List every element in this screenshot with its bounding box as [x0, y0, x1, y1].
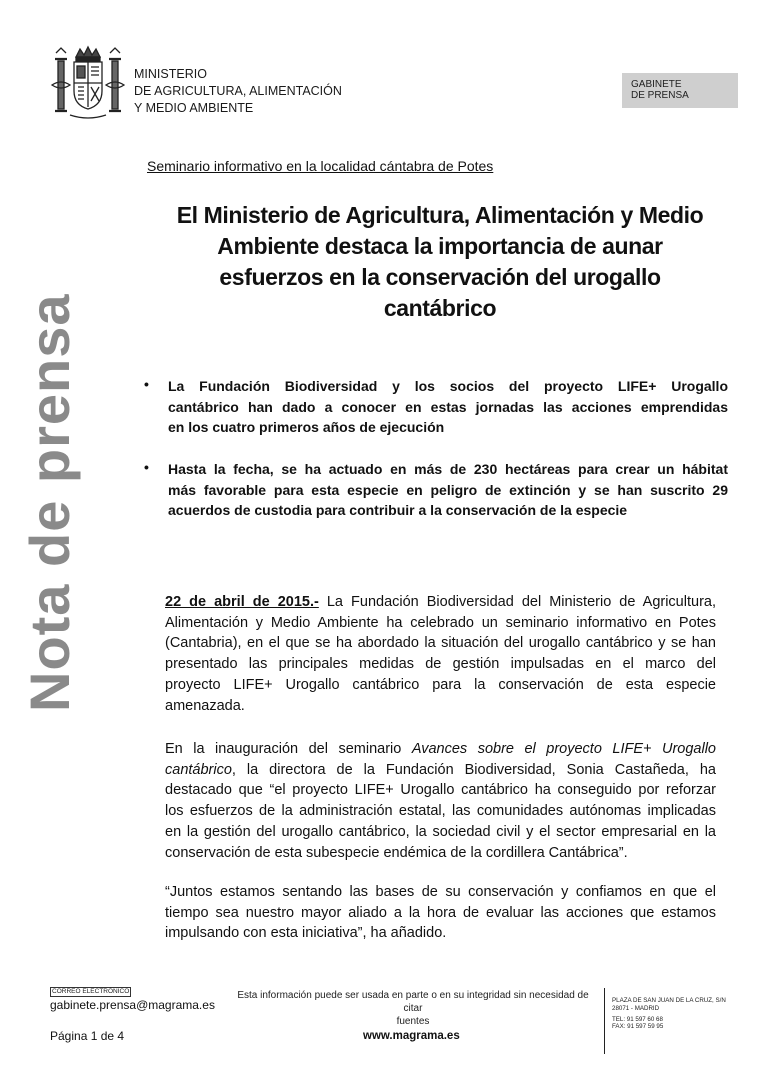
press-office-line-1: GABINETE — [631, 79, 682, 90]
paragraph-line: “Juntos estamos sentando las bases de su conservación y confiamos en que el — [165, 884, 716, 900]
bullet-dot-icon: • — [144, 376, 149, 392]
bullet-line: cantábrico han dado a conocer en estas jornadas las acciones emprendidas — [168, 398, 728, 415]
paragraph-line: en la gestión del urogallo cantábrico, la sociedad civil y el sector empresarial en la — [165, 823, 716, 840]
paragraph-text: , la directora de la Fundación Biodiversidad, Sonia Castañeda, ha — [231, 761, 716, 778]
ministry-name — [134, 66, 342, 117]
paragraph-line — [165, 760, 716, 781]
paragraph-text: La Fundación Biodiversidad del Ministerio de Agricultura, — [318, 594, 716, 610]
ministry-line-1: MINISTERIO — [134, 67, 207, 81]
bullet-line: Hasta la fecha, se ha actuado en más de 230 hectáreas para crear un hábitat — [168, 461, 728, 477]
fax-line: FAX: 91 597 59 95 — [612, 1023, 664, 1031]
page-number: Página 1 de 4 — [50, 1029, 125, 1043]
bullet-text — [168, 376, 728, 438]
paragraph-line: Alimentación y Medio Ambiente ha celebrado un seminario informativo en Potes — [165, 614, 716, 631]
press-office-line-2: DE PRENSA — [631, 90, 689, 101]
paragraph-line: presentado las principales medidas de gestión impulsadas en el marco del — [165, 656, 716, 673]
paragraph-line: los esfuerzos de la administración estatal, las comunidades autónomas implicadas — [165, 803, 716, 820]
subtitle: Seminario informativo en la localidad cántabra de Potes — [147, 158, 494, 174]
usage-note — [232, 989, 594, 1028]
body-paragraph-2 — [165, 739, 716, 863]
seminar-title: Avances sobre el proyecto LIFE+ Urogallo — [411, 741, 716, 757]
bullet-line: acuerdos de custodia para contribuir a la conservación de la especie — [168, 502, 628, 518]
address-line: PLAZA DE SAN JUAN DE LA CRUZ, S/N — [612, 997, 726, 1004]
address-line: 28071 - MADRID — [612, 1004, 660, 1012]
footer-divider — [604, 988, 605, 1054]
body-paragraph-1 — [165, 592, 716, 716]
paragraph-line: destacado que “el proyecto LIFE+ Urogallo cantábrico ha conseguido por reforzar — [165, 782, 716, 799]
headline-line-3: esfuerzos en la conservación del urogallo — [219, 264, 661, 290]
usage-note-line: fuentes — [396, 1016, 430, 1027]
headline-line-4: cantábrico — [383, 295, 497, 321]
bullet-line: en los cuatro primeros años de ejecución — [168, 419, 445, 435]
paragraph-line: (Cantabria), en el que se ha abordado la situación del urogallo cantábrico y se han — [165, 635, 716, 652]
email-link[interactable]: gabinete.prensa@magrama.es — [50, 998, 215, 1012]
paragraph-line — [165, 739, 716, 760]
ministry-line-3: Y MEDIO AMBIENTE — [134, 101, 254, 115]
usage-note-line: Esta información puede ser usada en parte o en su integridad sin necesidad de citar — [237, 990, 589, 1014]
bullet-dot-icon: • — [144, 459, 149, 475]
spanish-coat-of-arms-logo — [50, 45, 126, 123]
phone-line: TEL: 91 597 60 68 — [612, 1015, 663, 1023]
headline-line-1: El Ministerio de Agricultura, Alimentación y Medio — [176, 202, 704, 228]
paragraph-line: conservación de esta subespecie endémica de la cordillera Cantábrica”. — [165, 844, 628, 861]
postal-address — [612, 997, 726, 1031]
bullet-line: La Fundación Biodiversidad y los socios del proyecto LIFE+ Urogallo — [168, 378, 728, 394]
dateline: 22 de abril de 2015.- — [165, 594, 319, 610]
body-paragraph-3 — [165, 882, 716, 944]
paragraph-line: tiempo sea nuestro mayor aliado a la hora de evaluar las acciones que estamos — [165, 904, 716, 921]
paragraph-line: impulsando con esta iniciativa”, ha añadido. — [165, 925, 447, 942]
website-link[interactable]: www.magrama.es — [363, 1030, 460, 1042]
side-label-nota-de-prensa: Nota de prensa — [18, 293, 81, 712]
headline — [160, 200, 720, 324]
paragraph-line: amenazada. — [165, 697, 245, 714]
bullet-line: más favorable para esta especie en peligro de extinción y se han suscrito 29 — [168, 481, 728, 498]
paragraph-line — [165, 592, 716, 613]
ministry-line-2: DE AGRICULTURA, ALIMENTACIÓN — [134, 84, 342, 98]
seminar-title: cantábrico — [165, 761, 232, 778]
bullet-text — [168, 459, 728, 521]
press-office-box — [622, 73, 738, 108]
email-label: CORREO ELECTRÓNICO — [52, 988, 130, 995]
paragraph-text: En la inauguración del seminario — [165, 741, 412, 757]
paragraph-line: proyecto LIFE+ Urogallo cantábrico para la conservación de esta especie — [165, 676, 716, 693]
headline-line-2: Ambiente destaca la importancia de aunar — [217, 233, 663, 259]
